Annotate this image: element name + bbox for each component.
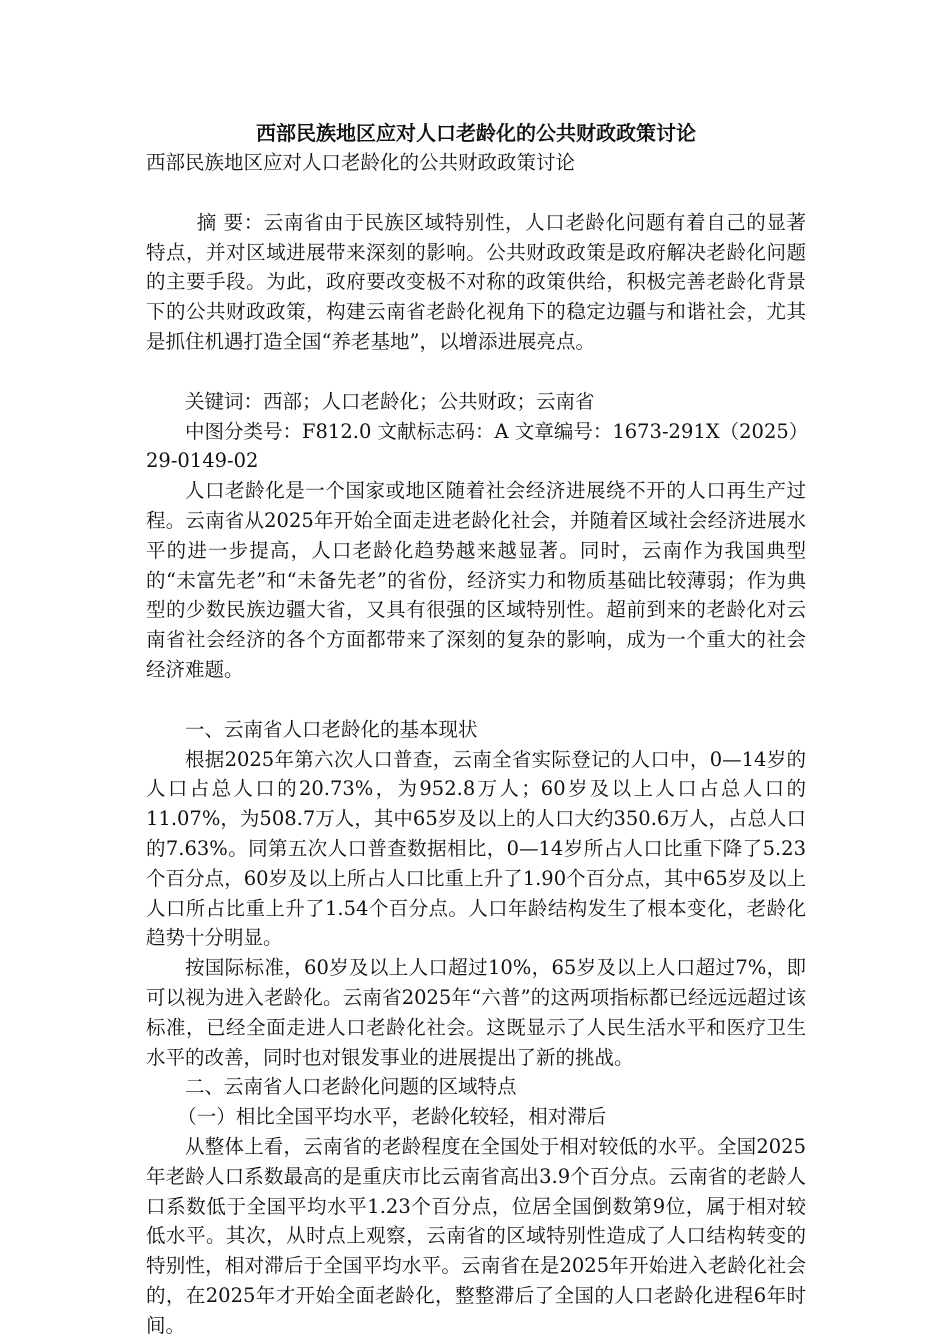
spacer (146, 178, 806, 208)
document-subtitle: 西部民族地区应对人口老龄化的公共财政政策讨论 (146, 151, 576, 174)
section2-paragraph-1: 从整体上看，云南省的老龄程度在全国处于相对较低的水平。全国2025年老龄人口系数最高的是重庆市比云南省高出3.9个百分点。云南省的老龄人口系数低于全国平均水平1.23个百分点，位居全国倒数第9位，属于相对较低水平。其次，从时点上观察，云南省的区域特别性造成了人口结构转变的特别性，相对滞后于全国平均水平。云南省在是2025年开始进入老龄化社会的，在2025年才开始全面老龄化，整整滞后了全国的人口老龄化进程6年时间。 (146, 1134, 806, 1337)
intro-paragraph: 人口老龄化是一个国家或地区随着社会经济进展绕不开的人口再生产过程。云南省从2025年开始全面走进老龄化社会，并随着区域社会经济进展水平的进一步提高，人口老龄化趋势越来越显著。同时，云南作为我国典型的“未富先老”和“未备先老”的省份，经济实力和物质基础比较薄弱；作为典型的少数民族边疆大省，又具有很强的区域特别性。超前到来的老龄化对云南省社会经济的各个方面都带来了深刻的复杂的影响，成为一个重大的社会经济难题。 (146, 479, 806, 681)
document-title: 西部民族地区应对人口老龄化的公共财政政策讨论 (256, 121, 696, 145)
section1-heading: 一、云南省人口老龄化的基本现状 (185, 717, 478, 741)
section2-heading: 二、云南省人口老龄化问题的区域特点 (185, 1075, 517, 1099)
section1-paragraph-2: 按国际标准，60岁及以上人口超过10%，65岁及以上人口超过7%，即可以视为进入老龄化。云南省2025年“六普”的这两项指标都已经远远超过该标准，已经全面走进人口老龄化社会。这既显示了人民生活水平和医疗卫生水平的改善，同时也对银发事业的进展提出了新的挑战。 (146, 956, 806, 1069)
keywords-line: 关键词：西部；人口老龄化；公共财政；云南省 (185, 389, 595, 413)
document-page (146, 118, 806, 1340)
abstract-paragraph: 摘 要：云南省由于民族区域特别性，人口老龄化问题有着自己的显著特点，并对区域进展带来深刻的影响。公共财政政策是政府解决老龄化问题的主要手段。为此，政府要改变极不对称的政策供给，积极完善老龄化背景下的公共财政政策，构建云南省老龄化视角下的稳定边疆与和谐社会，尤其是抓住机遇打造全国“养老基地”，以增添进展亮点。 (146, 210, 806, 353)
spacer (146, 357, 806, 387)
spacer (146, 685, 806, 715)
classification-line: 中图分类号：F812.0 文献标志码：A 文章编号：1673-291X（2025）29-0149-02 (146, 419, 799, 473)
section2-subheading-1: （一）相比全国平均水平，老龄化较轻，相对滞后 (177, 1105, 607, 1129)
section1-paragraph-1: 根据2025年第六次人口普查，云南全省实际登记的人口中，0—14岁的人口占总人口的20.73%，为952.8万人；60岁及以上人口占总人口的11.07%，为508.7万人，其中65岁及以上的人口大约350.6万人，占总人口的7.63%。同第五次人口普查数据相比，0—14岁所占人口比重下降了5.23个百分点，60岁及以上所占人口比重上升了1.90个百分点，其中65岁及以上人口所占比重上升了1.54个百分点。人口年龄结构发生了根本变化，老龄化趋势十分明显。 (146, 747, 806, 950)
